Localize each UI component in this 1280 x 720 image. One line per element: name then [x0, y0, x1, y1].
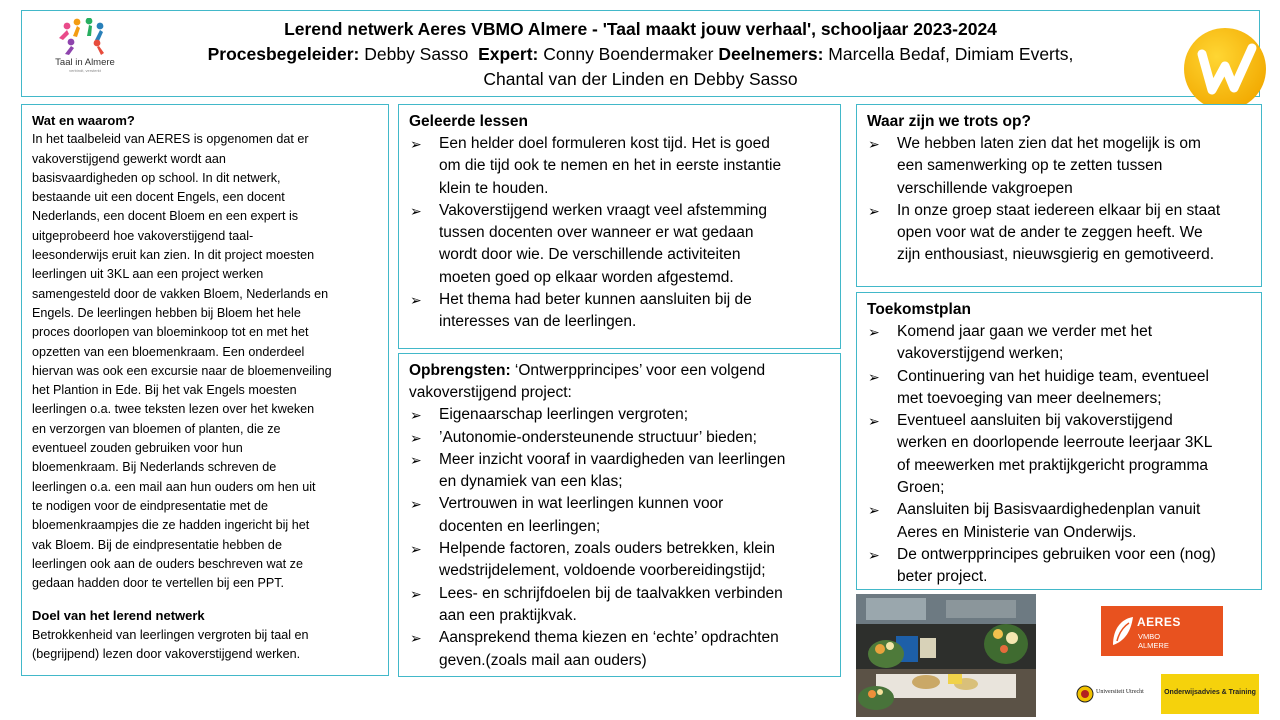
- toekomstplan-item-text: werken en doorlopende leerroute leerjaar 3KL: [897, 434, 1213, 452]
- wat-en-waarom-line: Engels. De leerlingen hebben bij Bloem het hele: [32, 305, 301, 320]
- toekomstplan-item: [867, 366, 1251, 411]
- toekomstplan-item-text: met toevoeging van meer deelnemers;: [897, 389, 1162, 407]
- opbrengst-item-text: en dynamiek van een klas;: [439, 473, 623, 491]
- arrow-bullet-icon: ➢: [410, 496, 422, 513]
- wat-en-waarom-line: leerlingen ook aan de ouders beschreven wat ze: [32, 556, 303, 571]
- arrow-bullet-icon: ➢: [410, 292, 422, 309]
- arrow-bullet-icon: ➢: [868, 502, 880, 519]
- wat-en-waarom-box: [21, 104, 389, 676]
- wat-en-waarom-line: opzetten van een bloemenkraam. Een onderdeel: [32, 344, 305, 359]
- opbrengst-item-text: Aansprekend thema kiezen en ‘echte’ opdrachten: [439, 629, 779, 647]
- trots-box: [856, 104, 1262, 287]
- wat-en-waarom-line: samengesteld door de vakken Bloem, Nederlands en: [32, 286, 329, 301]
- deelnemers-label: Deelnemers:: [718, 44, 824, 64]
- wat-en-waarom-line: vak Bloem. Bij de eindpresentatie hebben de: [32, 537, 282, 552]
- toekomstplan-item: [867, 321, 1251, 366]
- opbrengsten-box: [398, 353, 841, 677]
- header-text: [22, 17, 1259, 92]
- geleerde-lessen-list: [409, 133, 830, 334]
- procesbegeleider-label: Procesbegeleider:: [207, 44, 360, 64]
- wat-en-waarom-line: leerlingen uit 3KL aan een project werken: [32, 267, 264, 282]
- opbrengst-item: [409, 449, 830, 494]
- toekomstplan-item-text: Groen;: [897, 479, 945, 497]
- toekomstplan-heading: Toekomstplan: [867, 301, 971, 318]
- arrow-bullet-icon: ➢: [410, 136, 422, 152]
- geleerde-lessen-box: [398, 104, 841, 349]
- wat-en-waarom-line: gedaan hadden door te vertellen bij een PPT.: [32, 576, 285, 591]
- trots-heading: Waar zijn we trots op?: [867, 113, 1031, 130]
- universiteit-utrecht-label: Universiteit Utrecht: [1096, 689, 1144, 695]
- expert-label: Expert:: [478, 44, 539, 64]
- lesson-item-text: Een helder doel formuleren kost tijd. Het is goed: [439, 135, 770, 152]
- toekomstplan-item: [867, 410, 1251, 499]
- arrow-bullet-icon: ➢: [868, 202, 880, 219]
- taal-in-almere-sub: verbindt, versterkt: [69, 68, 101, 73]
- toekomstplan-item-text: of meewerken met praktijkgericht programma: [897, 456, 1208, 474]
- arrow-bullet-icon: ➢: [868, 324, 880, 340]
- arrow-bullet-icon: ➢: [410, 585, 422, 602]
- opbrengst-item: [409, 493, 830, 538]
- opbrengst-item-text: Lees- en schrijfdoelen bij de taalvakken verbinden: [439, 584, 783, 602]
- arrow-bullet-icon: ➢: [868, 546, 880, 563]
- wat-en-waarom-heading: Wat en waarom?: [32, 113, 135, 128]
- toekomstplan-item-text: Komend jaar gaan we verder met het: [897, 323, 1153, 340]
- opbrengst-item: [409, 538, 830, 583]
- utrecht-seal-icon: [1076, 685, 1094, 703]
- lesson-item-text: Vakoverstijgend werken vraagt veel afstemming: [439, 201, 767, 219]
- toekomstplan-item-text: Eventueel aansluiten bij vakoverstijgend: [897, 412, 1173, 430]
- trots-item-text: In onze groep staat iedereen elkaar bij en staat: [897, 201, 1221, 219]
- arrow-bullet-icon: ➢: [410, 630, 422, 647]
- toekomstplan-item-text: beter project.: [897, 568, 988, 586]
- arrow-bullet-icon: ➢: [410, 541, 422, 558]
- arrow-bullet-icon: ➢: [410, 429, 422, 446]
- wat-en-waarom-line: te nodigen voor de eindpresentatie met de: [32, 498, 268, 513]
- wat-en-waarom-line: vakoverstijgend gewerkt wordt aan: [32, 151, 226, 166]
- wat-en-waarom-line: leesonderwijs eruit kan zien. In dit project moesten: [32, 248, 315, 263]
- universiteit-utrecht-logo: [1076, 684, 1156, 704]
- header-title: Lerend netwerk Aeres VBMO Almere - 'Taal maakt jouw verhaal', schooljaar 2023-2024: [284, 19, 997, 39]
- bloemenkraam-photo: [856, 594, 1036, 717]
- wat-en-waarom-line: bloemenkraampjes die ze hadden ingericht bij het: [32, 518, 310, 533]
- wat-en-waarom-line: bestaande uit een docent Engels, een docent: [32, 190, 285, 205]
- doel-text: [32, 626, 378, 665]
- trots-list: [867, 133, 1251, 267]
- opbrengsten-intro: ‘Ontwerpprincipes’ voor een volgend: [510, 362, 766, 379]
- wat-en-waarom-line: leerlingen o.a. twee teksten lezen over het kweken: [32, 402, 315, 417]
- toekomstplan-box: [856, 292, 1262, 590]
- procesbegeleider-name: Debby Sasso: [364, 44, 469, 64]
- opbrengst-item-text: aan een praktijkvak.: [439, 606, 577, 624]
- arrow-bullet-icon: ➢: [868, 368, 880, 385]
- taal-in-almere-label: Taal in Almere: [55, 57, 115, 68]
- arrow-bullet-icon: ➢: [410, 202, 422, 219]
- lesson-item: [409, 200, 830, 289]
- trots-item-text: open voor wat de ander te zeggen heeft. We: [897, 224, 1203, 242]
- aeres-almere-label: ALMERE: [1138, 641, 1169, 650]
- opbrengst-item: [409, 427, 830, 449]
- aeres-label: AERES: [1137, 615, 1181, 629]
- wat-en-waarom-text: [32, 130, 378, 593]
- onderwijsadvies-label: Onderwijsadvies & Training: [1164, 689, 1256, 696]
- toekomstplan-item: [867, 499, 1251, 544]
- wat-en-waarom-line: hiervan was ook een excursie naar de bloemenveiling: [32, 363, 332, 378]
- aeres-leaf-icon: [1107, 611, 1137, 651]
- toekomstplan-list: [867, 321, 1251, 589]
- wat-en-waarom-line: en verzorgen van bloemen of planten, die ze: [32, 421, 281, 436]
- w-logo: [1182, 26, 1268, 112]
- opbrengst-item: [409, 583, 830, 628]
- wat-en-waarom-line: het Plantion in Ede. Bij het vak Engels moesten: [32, 383, 297, 398]
- opbrengst-item-text: docenten en leerlingen;: [439, 517, 601, 535]
- geleerde-lessen-heading: Geleerde lessen: [409, 113, 528, 130]
- flower-stand-photo-illustration: [856, 594, 1036, 717]
- arrow-bullet-icon: ➢: [868, 413, 880, 430]
- wat-en-waarom-line: In het taalbeleid van AERES is opgenomen dat er: [32, 132, 309, 147]
- people-figures-icon: [40, 18, 130, 56]
- deelnemers-names: Marcella Bedaf, Dimiam Everts,: [828, 44, 1074, 64]
- opbrengst-item-text: Meer inzicht vooraf in vaardigheden van leerlingen: [439, 450, 786, 468]
- opbrengst-item-text: wedstrijdelement, voldoende voorbereidingstijd;: [439, 562, 766, 580]
- wat-en-waarom-line: uitgeprobeerd hoe vakoverstijgend taal-: [32, 228, 254, 243]
- arrow-bullet-icon: ➢: [410, 451, 422, 468]
- toekomstplan-item-text: Aansluiten bij Basisvaardighedenplan vanuit: [897, 501, 1201, 519]
- aeres-vmbo-logo: [1101, 606, 1223, 656]
- trots-item-text: een samenwerking op te zetten tussen: [897, 157, 1163, 175]
- lesson-item-text: tussen docenten over wanneer er wat gedaan: [439, 224, 754, 242]
- onderwijsadvies-logo: [1161, 674, 1259, 714]
- opbrengsten-heading-line: [409, 360, 830, 382]
- expert-name: Conny Boendermaker: [543, 44, 714, 64]
- lesson-item-text: moeten goed op elkaar worden afgestemd.: [439, 268, 734, 286]
- opbrengst-item-text: ’Autonomie-ondersteunende structuur’ bieden;: [439, 428, 757, 446]
- trots-item: [867, 133, 1251, 200]
- opbrengsten-intro-cont: vakoverstijgend project:: [409, 384, 572, 401]
- opbrengsten-heading: Opbrengsten:: [409, 362, 511, 379]
- lesson-item-text: om die tijd ook te nemen en het in eerste instantie: [439, 157, 782, 175]
- deelnemers-names-cont: Chantal van der Linden en Debby Sasso: [483, 69, 798, 89]
- wat-en-waarom-line: bloemenkraam. Bij Nederlands schreven de: [32, 460, 277, 475]
- opbrengst-item-text: Helpende factoren, zoals ouders betrekken, klein: [439, 540, 776, 558]
- arrow-bullet-icon: ➢: [410, 407, 422, 424]
- toekomstplan-item: [867, 544, 1251, 589]
- opbrengst-item-text: geven.(zoals mail aan ouders): [439, 651, 647, 669]
- wat-en-waarom-line: basisvaardigheden op school. In dit netwerk,: [32, 170, 281, 185]
- wat-en-waarom-line: eventueel zouden gebruiken voor hun: [32, 441, 243, 456]
- lesson-item: [409, 133, 830, 200]
- wat-en-waarom-line: Nederlands, een docent Bloem en een expert is: [32, 209, 299, 224]
- lesson-item-text: interesses van de leerlingen.: [439, 313, 637, 331]
- wat-en-waarom-line: leerlingen o.a. een mail aan hun ouders om hen uit: [32, 479, 316, 494]
- lesson-item-text: wordt door wie. De verschillende activiteiten: [439, 246, 741, 264]
- header-roles: [22, 42, 1259, 67]
- lesson-item: [409, 289, 830, 334]
- opbrengst-item: [409, 404, 830, 426]
- w-logo-icon: [1182, 26, 1268, 112]
- toekomstplan-item-text: vakoverstijgend werken;: [897, 345, 1064, 363]
- toekomstplan-item-text: Continuering van het huidige team, eventueel: [897, 367, 1209, 385]
- doel-line: (begrijpend) lezen door vakoverstijgend werken.: [32, 647, 301, 662]
- trots-item: [867, 200, 1251, 267]
- lesson-item-text: klein te houden.: [439, 179, 549, 197]
- arrow-bullet-icon: ➢: [868, 136, 880, 152]
- wat-en-waarom-line: proces doorlopen van bloeminkoop tot en met het: [32, 325, 309, 340]
- opbrengst-item-text: Vertrouwen in wat leerlingen kunnen voor: [439, 495, 724, 513]
- doel-line: Betrokkenheid van leerlingen vergroten bij taal en: [32, 627, 309, 642]
- opbrengsten-list: [409, 404, 830, 672]
- doel-heading: Doel van het lerend netwerk: [32, 608, 205, 624]
- opbrengst-item-text: Eigenaarschap leerlingen vergroten;: [439, 406, 689, 424]
- header-box: [21, 10, 1260, 97]
- trots-item-text: We hebben laten zien dat het mogelijk is om: [897, 135, 1201, 152]
- taal-in-almere-logo: [40, 18, 130, 72]
- lesson-item-text: Het thema had beter kunnen aansluiten bij de: [439, 291, 752, 309]
- toekomstplan-item-text: De ontwerpprincipes gebruiken voor een (nog): [897, 545, 1216, 563]
- trots-item-text: verschillende vakgroepen: [897, 179, 1073, 197]
- toekomstplan-item-text: Aeres en Ministerie van Onderwijs.: [897, 523, 1137, 541]
- aeres-vmbo-label: VMBO: [1138, 632, 1161, 641]
- trots-item-text: zijn enthousiast, nieuwsgierig en gemotiveerd.: [897, 246, 1215, 264]
- opbrengst-item: [409, 627, 830, 672]
